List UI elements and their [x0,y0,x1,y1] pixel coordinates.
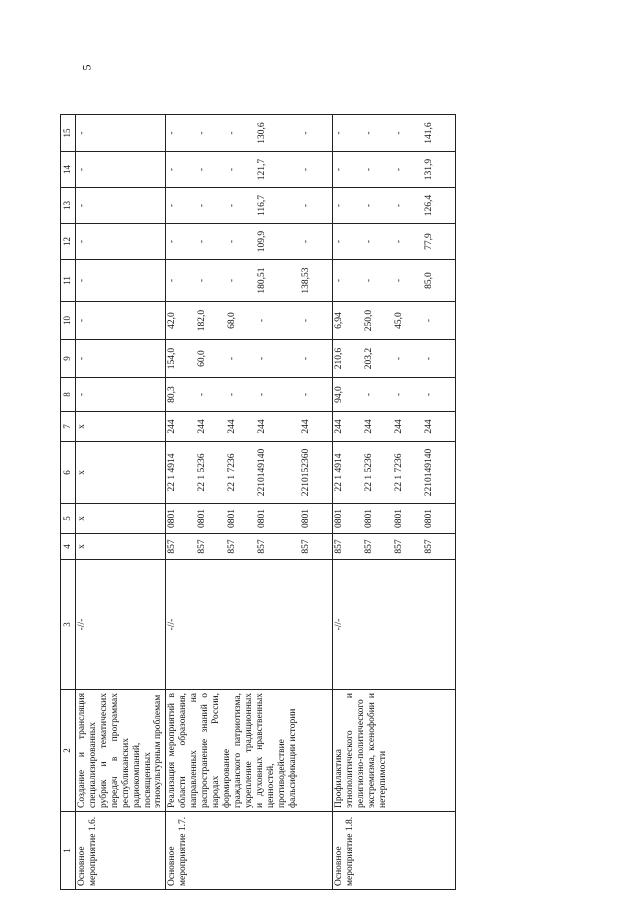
value-column [333,260,456,302]
value-cell: 0801 [394,509,405,528]
value-cell: 2210149140 [424,448,435,497]
value-cell: - [197,167,208,172]
value-cell: x [77,544,87,549]
value-cell: 6,94 [334,312,345,329]
value-column [76,260,166,302]
value-cell: 244 [257,419,268,434]
value-cell: 22 1 4914 [167,453,178,492]
value-column [76,152,166,188]
value-column [76,378,166,412]
value-cell: - [227,392,238,397]
header-cell: 7 [61,412,76,442]
value-cell: 42,0 [167,312,178,329]
header-cell: 5 [61,504,76,534]
value-cell: 94,0 [334,386,345,403]
value-cell: - [334,278,345,283]
value-cell: 857 [227,539,238,554]
value-cell: 0801 [364,509,375,528]
value-cell: - [394,278,405,283]
value-cell: - [301,356,312,361]
value-cell: 2210152360 [301,448,312,497]
value-cell: - [197,131,208,135]
value-cell: - [424,392,435,397]
value-cell: - [197,239,208,244]
value-cell: - [301,239,312,244]
table-body [76,115,456,890]
value-cell: 857 [257,539,268,554]
value-cell: - [394,167,405,172]
value-cell: 244 [364,419,375,434]
value-column [76,442,166,504]
value-cell: 22 1 5236 [197,453,208,492]
rotated-table-sheet [60,115,560,890]
measure-name: Основное мероприятие 1.6. [76,812,166,890]
responsible-cell: -//- [333,560,456,690]
value-cell: 180,51 [257,267,268,294]
value-column [166,152,333,188]
value-column [166,442,333,504]
value-column [76,224,166,260]
value-column [76,534,166,560]
value-cell: x [77,516,87,521]
value-cell: 0801 [197,509,208,528]
value-cell: - [394,356,405,361]
budget-table [60,114,456,890]
value-cell: - [424,356,435,361]
value-column [333,302,456,340]
header-cell: 11 [61,260,76,302]
value-cell: - [364,392,375,397]
value-column [333,378,456,412]
header-cell: 8 [61,378,76,412]
value-column [76,412,166,442]
value-column [166,378,333,412]
value-cell: - [197,203,208,208]
value-column [166,534,333,560]
header-row [61,115,76,890]
header-cell: 6 [61,442,76,504]
value-cell: - [227,203,238,208]
value-cell: - [301,203,312,208]
value-cell: 0801 [424,509,435,528]
value-cell: - [197,278,208,283]
value-cell: 22 1 7236 [394,453,405,492]
header-cell: 14 [61,152,76,188]
value-cell: - [77,356,87,361]
value-cell: 244 [334,419,345,434]
value-cell: - [334,203,345,208]
value-cell: 22 1 4914 [334,453,345,492]
measure-description: Профилактика этнополитического и религиозно-политического экстремизма, ксенофобии и нетерпимости [333,690,456,812]
value-cell: - [394,131,405,135]
value-cell: x [77,424,87,429]
header-cell: 3 [61,560,76,690]
value-cell: - [77,239,87,244]
value-cell: 138,53 [301,267,312,294]
value-cell: 857 [364,539,375,554]
table-row [333,115,456,890]
value-cell: - [364,278,375,283]
value-cell: 857 [167,539,178,554]
value-cell: 857 [301,539,312,554]
value-cell: - [77,278,87,283]
value-cell: 2210149140 [257,448,268,497]
value-column [333,115,456,152]
value-cell: 0801 [167,509,178,528]
value-cell: 244 [227,419,238,434]
value-cell: - [227,278,238,283]
value-cell: - [394,392,405,397]
value-column [76,504,166,534]
value-cell: 109,9 [257,230,268,253]
value-cell: 116,7 [257,194,268,217]
value-cell: 857 [197,539,208,554]
value-cell: 45,0 [394,312,405,329]
header-cell: 2 [61,690,76,812]
value-cell: - [424,318,435,323]
value-column [333,152,456,188]
value-cell: - [77,203,87,208]
value-cell: 22 1 5236 [364,453,375,492]
value-cell: - [364,203,375,208]
value-cell: 0801 [257,509,268,528]
value-column [166,412,333,442]
value-cell: 80,3 [167,386,178,403]
value-cell: 250,0 [364,309,375,332]
header-cell: 15 [61,115,76,152]
value-cell: 857 [424,539,435,554]
value-cell: 130,6 [257,122,268,144]
value-cell: - [364,239,375,244]
value-cell: 85,0 [424,272,435,289]
value-cell: - [77,318,87,323]
value-cell: 60,0 [197,350,208,367]
value-cell: 857 [334,539,345,554]
value-column [333,340,456,378]
value-cell: - [257,318,268,323]
table-row [166,115,333,890]
value-cell: - [167,131,178,135]
value-cell: - [227,167,238,172]
value-cell: 244 [424,419,435,434]
page-number: 5 [79,64,94,71]
value-cell: - [334,239,345,244]
value-cell: - [334,131,345,135]
value-column [76,340,166,378]
value-cell: - [167,278,178,283]
value-column [333,412,456,442]
header-cell: 10 [61,302,76,340]
value-cell: - [257,356,268,361]
value-cell: 244 [394,419,405,434]
measure-description: Создание и трансляция специализированных рубрик и тематических передач в программах республиканских радиокомпаний, посвященных этнокультурным проблемам [76,690,166,812]
value-column [166,340,333,378]
value-column [166,302,333,340]
value-cell: - [334,167,345,172]
value-cell: 857 [394,539,405,554]
value-cell: 0801 [227,509,238,528]
value-column [333,442,456,504]
value-column [166,260,333,302]
value-cell: - [77,131,87,135]
value-cell: - [301,318,312,323]
value-cell: - [364,167,375,172]
value-cell: - [227,356,238,361]
header-cell: 12 [61,224,76,260]
value-column [333,188,456,224]
value-column [166,188,333,224]
value-cell: - [77,167,87,172]
value-cell: 154,0 [167,347,178,370]
value-cell: - [227,239,238,244]
table-row [76,115,166,890]
responsible-cell: -//- [76,560,166,690]
value-cell: - [301,167,312,172]
value-cell: 0801 [334,509,345,528]
value-cell: 210,6 [334,347,345,370]
value-cell: - [394,203,405,208]
value-column [76,115,166,152]
value-cell: - [227,131,238,135]
value-cell: 182,0 [197,309,208,332]
header-cell: 9 [61,340,76,378]
value-cell: 244 [301,419,312,434]
value-cell: 0801 [301,509,312,528]
header-cell: 13 [61,188,76,224]
value-cell: 121,7 [257,158,268,181]
value-cell: 244 [197,419,208,434]
value-cell: 22 1 7236 [227,453,238,492]
value-cell: - [257,392,268,397]
value-column [166,115,333,152]
value-column [166,504,333,534]
header-cell: 1 [61,812,76,890]
value-cell: - [167,167,178,172]
header-cell: 4 [61,534,76,560]
value-column [166,224,333,260]
value-cell: 68,0 [227,312,238,329]
responsible-cell: -//- [166,560,333,690]
value-column [76,302,166,340]
measure-description: Реализация мероприятий в области образования, направленных на распространение знаний о народах России, формирование гражданского патриотизма, укрепление традиционных и духовных нравственных ценностей, противодействие фальсификации истории [166,690,333,812]
value-cell: 141,6 [424,122,435,144]
value-cell: 77,9 [424,233,435,250]
value-cell: - [167,203,178,208]
measure-name: Основное мероприятие 1.8. [333,812,456,890]
value-cell: - [301,392,312,397]
value-cell: - [301,131,312,135]
value-cell: - [197,392,208,397]
value-cell: - [77,392,87,397]
value-column [333,504,456,534]
value-cell: - [167,239,178,244]
value-cell: 126,4 [424,194,435,217]
value-cell: 203,2 [364,347,375,370]
value-cell: - [394,239,405,244]
value-column [333,534,456,560]
value-cell: 131,9 [424,158,435,181]
value-cell: - [364,131,375,135]
value-cell: x [77,470,87,475]
value-cell: 244 [167,419,178,434]
measure-name: Основное мероприятие 1.7. [166,812,333,890]
value-column [76,188,166,224]
value-column [333,224,456,260]
